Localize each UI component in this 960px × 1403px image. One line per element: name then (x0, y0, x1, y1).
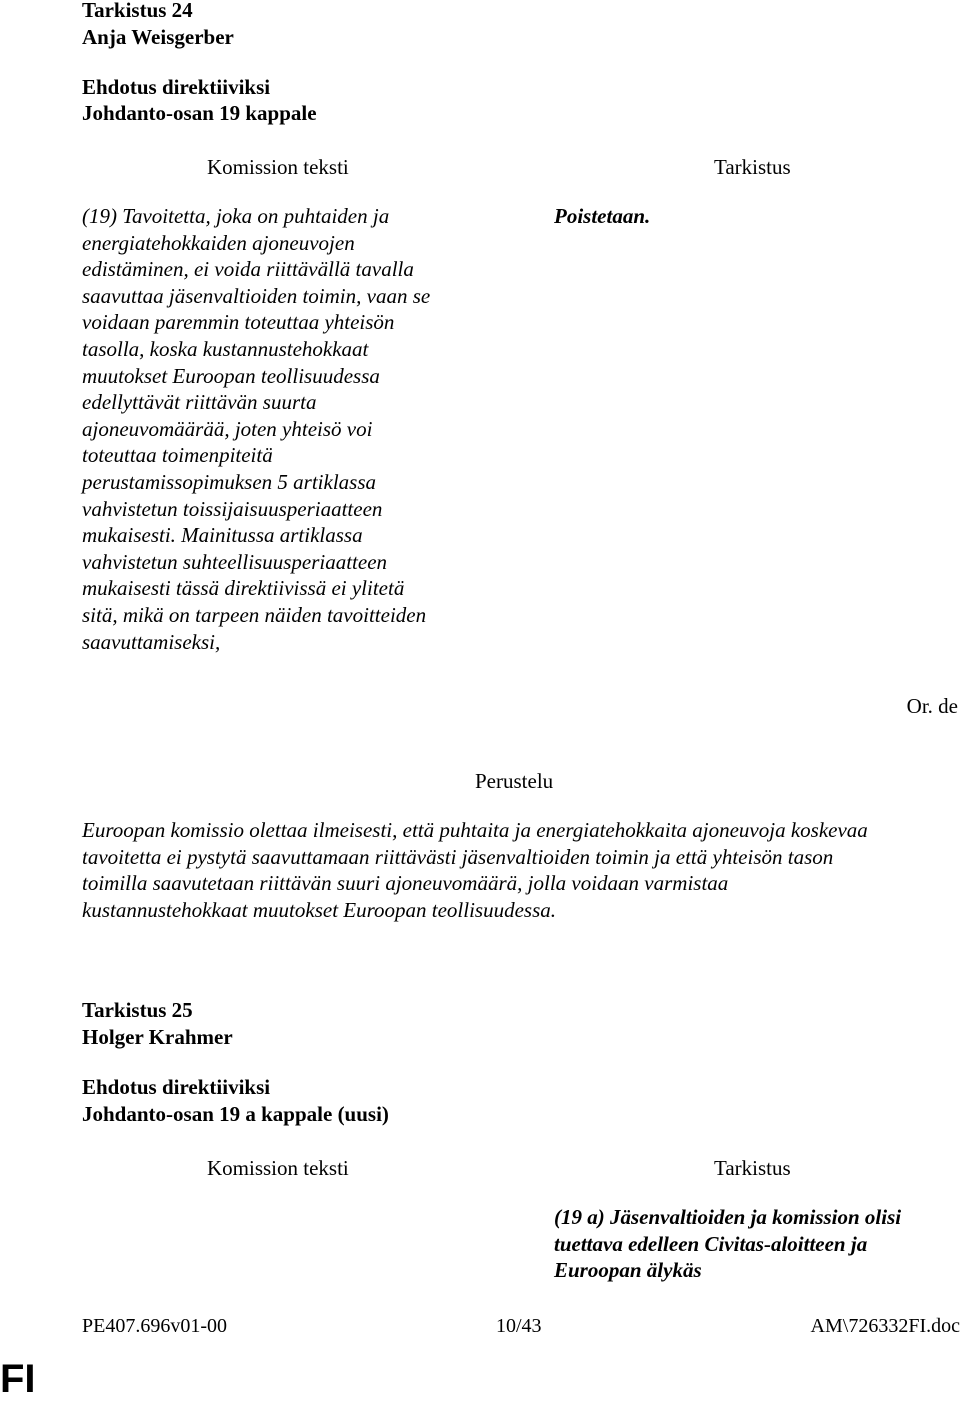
commission-text-line: edellyttävät riittävän suurta (82, 390, 317, 415)
proposal-reference: Johdanto-osan 19 kappale (82, 101, 317, 125)
commission-text-line: saavuttamiseksi, (82, 629, 221, 654)
proposal-title: Ehdotus direktiiviksi (82, 75, 271, 99)
commission-text-line: edistäminen, ei voida riittävällä tavalla (82, 257, 414, 282)
amendment-text: Poistetaan. (554, 204, 651, 228)
commission-text-line: mukaisesti. Mainitussa artiklassa (82, 523, 363, 548)
commission-text-line: energiatehokkaiden ajoneuvojen (82, 230, 355, 255)
commission-text-line: mukaisesti tässä direktiivissä ei ylitetä (82, 576, 405, 601)
commission-text-line: vahvistetun toissijaisuusperiaatteen (82, 496, 383, 521)
language-code: FI (0, 1357, 36, 1401)
commission-text-line: perustamissopimuksen 5 artiklassa (82, 469, 376, 494)
column-header-amendment: Tarkistus (714, 1156, 791, 1180)
justification-line: toimilla saavutetaan riittävän suuri ajoneuvomäärä, jolla voidaan varmistaa (82, 871, 729, 896)
original-language: Or. de (906, 694, 958, 718)
column-header-amendment: Tarkistus (714, 155, 791, 179)
commission-text-line: toteuttaa toimenpiteitä (82, 443, 273, 468)
amendment-author: Anja Weisgerber (82, 25, 234, 49)
commission-text (82, 203, 430, 655)
commission-text-line: saavuttaa jäsenvaltioiden toimin, vaan se (82, 283, 431, 308)
amendment-text-line: tuettava edelleen Civitas-aloitteen ja (554, 1231, 868, 1256)
column-header-commission: Komission teksti (207, 155, 349, 179)
amendment-number: Tarkistus 25 (82, 998, 193, 1022)
justification-line: tavoitetta ei pystytä saavuttamaan riittävästi jäsenvaltioiden toimin ja että yhteisön tason (82, 844, 834, 869)
proposal-reference: Johdanto-osan 19 a kappale (uusi) (82, 1102, 389, 1126)
commission-text-line: voidaan paremmin toteuttaa yhteisön (82, 310, 395, 335)
amendment-text (554, 1204, 901, 1284)
proposal-title: Ehdotus direktiiviksi (82, 1075, 271, 1099)
commission-text-line: (19) Tavoitetta, joka on puhtaiden ja (82, 204, 390, 228)
justification-line: kustannustehokkaat muutokset Euroopan teollisuudessa. (82, 897, 556, 922)
justification-line: Euroopan komissio olettaa ilmeisesti, että puhtaita ja energiatehokkaita ajoneuvoja koskevaa (82, 818, 868, 842)
justification-text (82, 817, 868, 923)
footer-page-number: 10/43 (496, 1315, 542, 1337)
amendment-author: Holger Krahmer (82, 1025, 233, 1049)
commission-text-line: muutokset Euroopan teollisuudessa (82, 363, 380, 388)
commission-text-line: ajoneuvomäärää, joten yhteisö voi (82, 416, 373, 441)
justification-heading: Perustelu (475, 769, 554, 793)
commission-text-line: sitä, mikä on tarpeen näiden tavoitteiden (82, 602, 427, 627)
footer-file-name: AM\726332FI.doc (810, 1315, 960, 1337)
column-header-commission: Komission teksti (207, 1156, 349, 1180)
amendment-text-line: Euroopan älykäs (554, 1258, 702, 1283)
amendment-number: Tarkistus 24 (82, 0, 193, 22)
commission-text-line: vahvistetun suhteellisuusperiaatteen (82, 549, 388, 574)
commission-text-line: tasolla, koska kustannustehokkaat (82, 336, 369, 361)
amendment-text-line: (19 a) Jäsenvaltioiden ja komission olisi (554, 1205, 902, 1229)
footer-doc-ref: PE407.696v01-00 (82, 1315, 227, 1337)
